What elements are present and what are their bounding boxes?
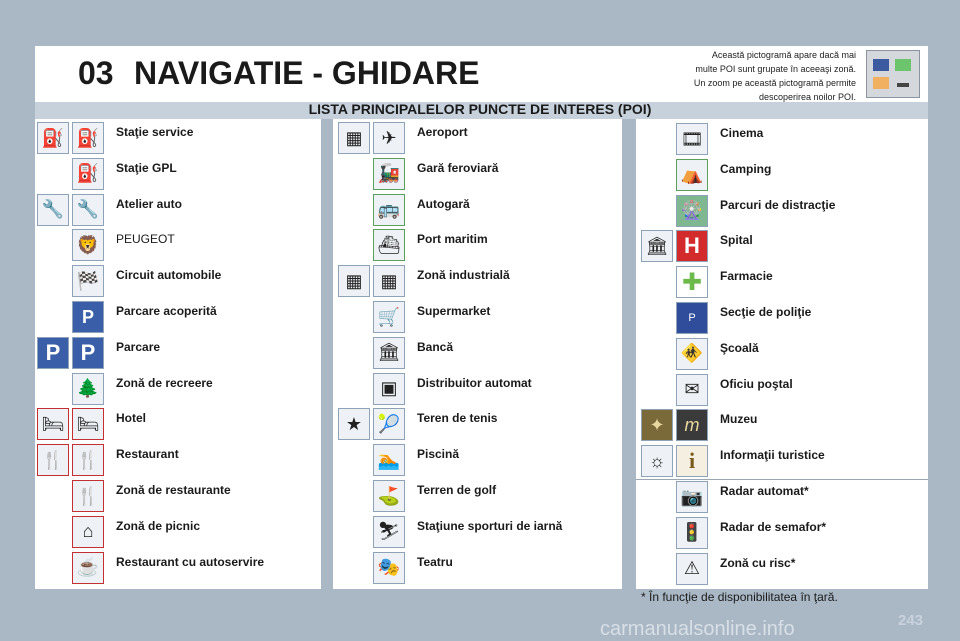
poi-label: Parcuri de distracţie [720, 197, 836, 212]
grouped-poi-icon [866, 50, 920, 98]
poi-label: Staţie service [116, 125, 194, 139]
atm-icon: ▣ [373, 373, 405, 405]
police-icon: P [676, 302, 708, 334]
cutlery-icon: 🍴 [37, 444, 69, 476]
poi-label: Atelier auto [116, 196, 183, 211]
poi-label: Camping [720, 161, 772, 176]
poi-list-title: LISTA PRINCIPALELOR PUNCTE DE INTERES (POI) [308, 101, 652, 117]
note-line: Un zoom pe această pictogramă permite [693, 78, 856, 88]
recreation-area-icon: 🌲 [72, 373, 104, 405]
poi-label: Oficiu poştal [720, 376, 793, 391]
poi-label: Gară feroviară [417, 160, 499, 175]
museum-m-icon: m [676, 409, 708, 441]
ship-icon: ⛴ [373, 229, 405, 261]
tourist-info-group-icon: ☼ [641, 445, 673, 477]
restaurant-area-icon: 🍴 [72, 480, 104, 512]
school-children-icon: 🚸 [676, 338, 708, 370]
parking-icon: P [72, 337, 104, 369]
bus-icon: 🚌 [373, 194, 405, 226]
poi-label: Informaţii turistice [720, 448, 825, 463]
poi-label: Terren de golf [417, 483, 497, 497]
poi-label: Autogară [417, 196, 470, 211]
tent-icon: ⛺ [676, 159, 708, 191]
footnote: * În funcţie de disponibilitatea în ţară. [641, 590, 838, 604]
cutlery-icon: 🍴 [72, 444, 104, 476]
poi-label: Staţie GPL [116, 160, 177, 175]
coffee-cup-icon: ☕ [72, 552, 104, 584]
poi-label: Restaurant cu autoservire [116, 554, 265, 569]
lpg-pump-icon: ⛽ [72, 158, 104, 190]
airport-group-icon: ▦ [338, 122, 370, 154]
grouped-poi-note [660, 48, 856, 104]
poi-label: Secţie de poliţie [720, 305, 812, 319]
wrench-icon: 🔧 [72, 194, 104, 226]
poi-label: Staţiune sporturi de iarnă [417, 518, 563, 533]
info-icon: i [676, 445, 708, 477]
train-icon: 🚂 [373, 158, 405, 190]
poi-label: Port maritim [417, 232, 488, 247]
poi-label: Zonă industrială [417, 268, 510, 283]
picnic-table-icon: ⌂ [72, 516, 104, 548]
poi-label: PEUGEOT [116, 232, 175, 247]
covered-parking-icon: P [72, 301, 104, 333]
poi-label: Şcoală [720, 340, 759, 355]
bed-icon: 🛏 [72, 408, 104, 440]
chapter-number: 03 [78, 55, 114, 91]
museum-compass-icon: ✦ [641, 409, 673, 441]
swimmer-icon: 🏊 [373, 444, 405, 476]
fuel-pump-icon: ⛽ [37, 122, 69, 154]
wrench-icon: 🔧 [37, 194, 69, 226]
poi-label: Parcare acoperită [116, 304, 217, 318]
poi-label: Aeroport [417, 125, 468, 139]
race-track-icon: 🏁 [72, 265, 104, 297]
traffic-light-camera-icon: 🚦 [676, 517, 708, 549]
tennis-player-icon: 🎾 [373, 408, 405, 440]
poi-label: Zonă de picnic [116, 518, 201, 533]
poi-label: Circuit automobile [116, 268, 222, 283]
poi-label: Teren de tenis [417, 411, 498, 426]
parking-icon: P [37, 337, 69, 369]
poi-label: Spital [720, 233, 753, 248]
poi-label: Distribuitor automat [417, 375, 532, 390]
speed-camera-icon: 📷 [676, 481, 708, 513]
industrial-zone-icon: ▦ [338, 265, 370, 297]
page-number: 243 [898, 612, 924, 629]
poi-label: Supermarket [417, 304, 491, 318]
industrial-zone-icon: ▦ [373, 265, 405, 297]
shopping-cart-icon: 🛒 [373, 301, 405, 333]
note-line: Această pictogramă apare dacă mai [711, 50, 856, 60]
poi-label: Parcare [116, 339, 161, 354]
airplane-icon: ✈ [373, 122, 405, 154]
poi-label: Cinema [720, 126, 764, 140]
sport-group-icon: ★ [338, 408, 370, 440]
envelope-icon: ✉ [676, 374, 708, 406]
hospital-h-icon: H [676, 230, 708, 262]
pharmacy-cross-icon: ✚ [676, 266, 708, 298]
poi-label: Hotel [116, 411, 146, 426]
poi-label: Bancă [417, 339, 454, 354]
watermark: carmanualsonline.info [600, 618, 795, 640]
hospital-building-icon: 🏛 [641, 230, 673, 262]
theatre-icon: 🎭 [373, 552, 405, 584]
radar-separator [636, 479, 928, 480]
poi-label: Farmacie [720, 269, 773, 284]
peugeot-lion-icon: 🦁 [72, 229, 104, 261]
risk-zone-warning-icon: ⚠ [676, 553, 708, 585]
poi-label: Piscină [417, 447, 460, 462]
fuel-pump-icon: ⛽ [72, 122, 104, 154]
golfer-icon: ⛳ [373, 480, 405, 512]
chapter-title: NAVIGATIE - GHIDARE [134, 55, 480, 91]
poi-label: Zonă cu risc* [720, 555, 796, 570]
poi-label: Muzeu [720, 412, 758, 427]
poi-label: Restaurant [116, 447, 179, 462]
poi-label: Radar automat* [720, 484, 809, 498]
amusement-park-icon: 🎡 [676, 195, 708, 227]
poi-label: Zonă de recreere [116, 375, 213, 390]
note-line: multe POI sunt grupate în aceeaşi zonă. [695, 64, 856, 74]
skier-icon: ⛷ [373, 516, 405, 548]
note-line: descoperirea noilor POI. [758, 92, 856, 102]
bed-icon: 🛏 [37, 408, 69, 440]
film-reel-icon: 🎞 [676, 123, 708, 155]
poi-label: Zonă de restaurante [116, 483, 231, 497]
poi-label: Radar de semafor* [720, 519, 827, 534]
bank-icon: 🏛 [373, 337, 405, 369]
poi-label: Teatru [417, 554, 453, 569]
